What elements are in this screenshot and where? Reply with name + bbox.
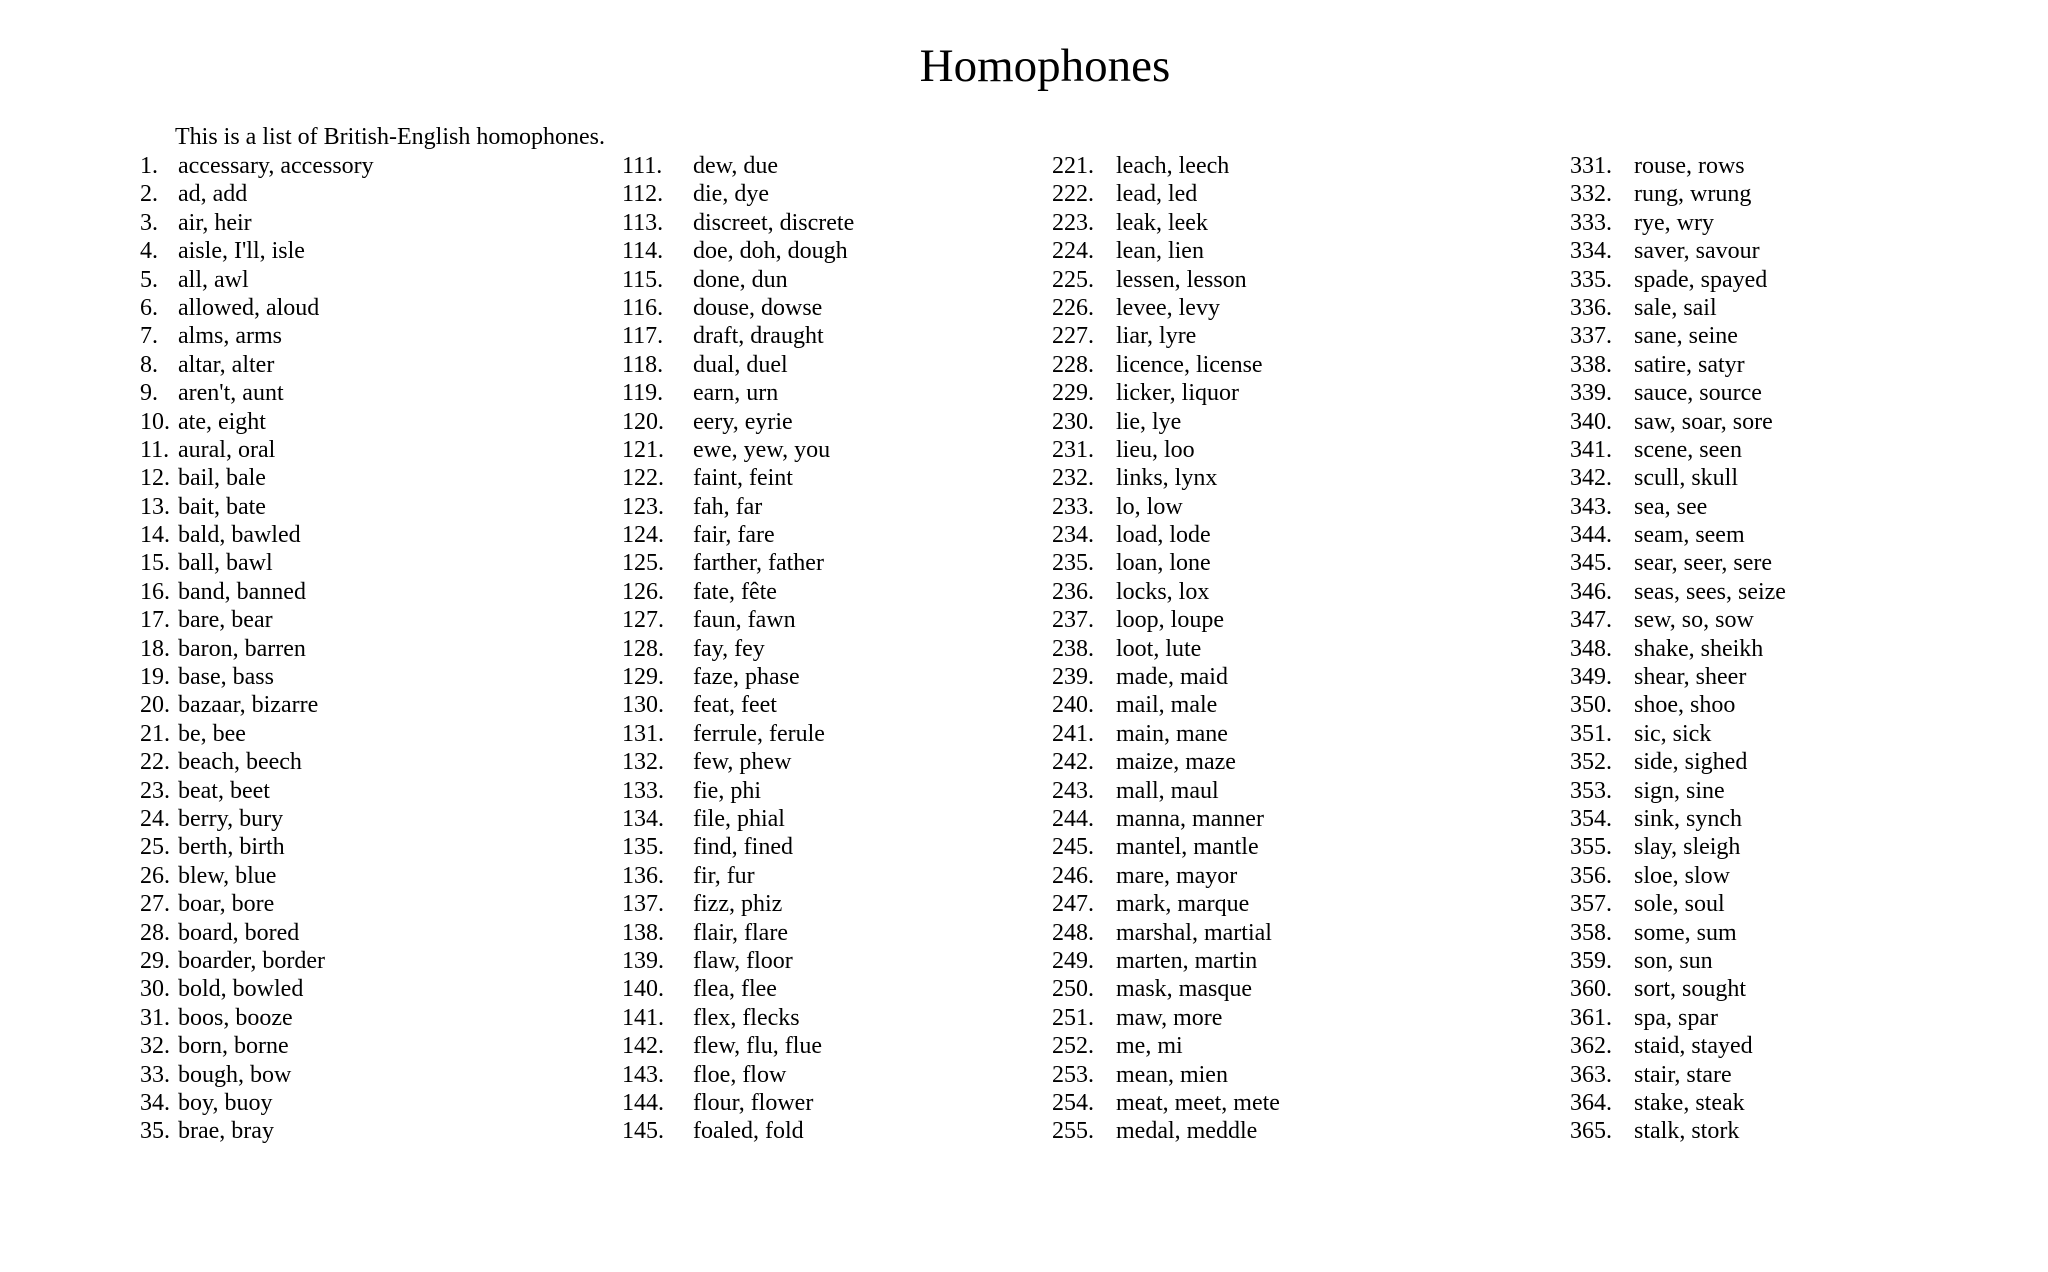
- entry-number: 246.: [1052, 862, 1094, 889]
- entry-words: find, fined: [693, 834, 793, 861]
- entry-number: 111.: [622, 153, 663, 179]
- entry-number: 229.: [1052, 380, 1094, 407]
- entry-number: 20.: [140, 692, 170, 719]
- entry-words: board, bored: [178, 919, 300, 946]
- entry-words: meat, meet, mete: [1116, 1089, 1280, 1116]
- entry-number: 7.: [140, 323, 158, 350]
- entry-words: locks, lox: [1116, 578, 1210, 605]
- entry-number: 230.: [1052, 408, 1094, 435]
- entry-number: 9.: [140, 380, 158, 407]
- entry-number: 365.: [1570, 1118, 1612, 1145]
- entry-number: 335.: [1570, 266, 1612, 293]
- entry-words: lean, lien: [1116, 238, 1204, 265]
- entry-number: 251.: [1052, 1004, 1094, 1031]
- entry-words: fah, far: [693, 493, 763, 520]
- entry-number: 34.: [140, 1089, 170, 1116]
- entry-words: flea, flee: [693, 976, 777, 1003]
- entry-words: stake, steak: [1634, 1089, 1745, 1116]
- entry-words: satire, satyr: [1634, 351, 1745, 378]
- entry-words: aural, oral: [178, 436, 276, 463]
- entry-number: 21.: [140, 720, 170, 747]
- entry-words: sane, seine: [1634, 323, 1738, 350]
- entry-number: 127.: [622, 607, 664, 634]
- entry-words: rye, wry: [1634, 209, 1714, 236]
- entry-words: allowed, aloud: [178, 294, 320, 321]
- entry-words: scull, skull: [1634, 465, 1739, 492]
- entry-words: stair, stare: [1634, 1061, 1732, 1088]
- entry-words: spa, spar: [1634, 1004, 1718, 1031]
- entry-words: sic, sick: [1634, 720, 1712, 747]
- entry-words: flair, flare: [693, 919, 788, 946]
- entry-number: 358.: [1570, 919, 1612, 946]
- entry-words: fie, phi: [693, 777, 761, 804]
- entry-number: 232.: [1052, 465, 1094, 492]
- entry-number: 255.: [1052, 1118, 1094, 1145]
- entry-words: sign, sine: [1634, 777, 1725, 804]
- entry-number: 31.: [140, 1004, 170, 1031]
- entry-words: altar, alter: [178, 351, 275, 378]
- entry-number: 347.: [1570, 607, 1612, 634]
- entry-number: 333.: [1570, 209, 1612, 236]
- entry-number: 355.: [1570, 834, 1612, 861]
- entry-number: 252.: [1052, 1033, 1094, 1060]
- entry-words: spade, spayed: [1634, 266, 1768, 293]
- entry-number: 356.: [1570, 862, 1612, 889]
- entry-words: beach, beech: [178, 749, 302, 776]
- entry-words: saw, soar, sore: [1634, 408, 1773, 435]
- entry-number: 6.: [140, 294, 158, 321]
- entry-number: 16.: [140, 578, 170, 605]
- entry-number: 236.: [1052, 578, 1094, 605]
- entry-number: 337.: [1570, 323, 1612, 350]
- entry-number: 344.: [1570, 522, 1612, 549]
- entry-number: 136.: [622, 862, 664, 889]
- entry-number: 338.: [1570, 351, 1612, 378]
- entry-number: 3.: [140, 209, 158, 236]
- entry-words: fay, fey: [693, 635, 765, 662]
- entry-words: mare, mayor: [1116, 862, 1238, 889]
- entry-words: boy, buoy: [178, 1089, 273, 1116]
- entry-words: son, sun: [1634, 947, 1713, 974]
- entry-number: 351.: [1570, 720, 1612, 747]
- entry-number: 350.: [1570, 692, 1612, 719]
- entry-number: 25.: [140, 834, 170, 861]
- entry-words: farther, father: [693, 550, 824, 577]
- entry-words: lead, led: [1116, 181, 1198, 208]
- entry-number: 28.: [140, 919, 170, 946]
- entry-number: 224.: [1052, 238, 1094, 265]
- entry-words: loot, lute: [1116, 635, 1202, 662]
- entry-words: lessen, lesson: [1116, 266, 1247, 293]
- entry-words: lo, low: [1116, 493, 1183, 520]
- entry-number: 128.: [622, 635, 664, 662]
- entry-words: ate, eight: [178, 408, 266, 435]
- entry-number: 349.: [1570, 664, 1612, 691]
- entry-number: 121.: [622, 436, 664, 463]
- entry-words: leach, leech: [1116, 153, 1230, 179]
- entry-words: air, heir: [178, 209, 252, 236]
- entry-number: 332.: [1570, 181, 1612, 208]
- entry-number: 239.: [1052, 664, 1094, 691]
- entry-words: manna, manner: [1116, 805, 1264, 832]
- entry-number: 8.: [140, 351, 158, 378]
- entry-number: 353.: [1570, 777, 1612, 804]
- entry-number: 35.: [140, 1118, 170, 1145]
- entry-words: liar, lyre: [1116, 323, 1197, 350]
- entry-words: mean, mien: [1116, 1061, 1228, 1088]
- entry-words: sole, soul: [1634, 891, 1725, 918]
- entry-words: ewe, yew, you: [693, 436, 831, 463]
- entry-number: 244.: [1052, 805, 1094, 832]
- entry-number: 4.: [140, 238, 158, 265]
- entry-words: boarder, border: [178, 947, 325, 974]
- entry-number: 135.: [622, 834, 664, 861]
- entry-words: berth, birth: [178, 834, 285, 861]
- entry-words: mask, masque: [1116, 976, 1252, 1003]
- entry-number: 228.: [1052, 351, 1094, 378]
- entry-words: douse, dowse: [693, 294, 823, 321]
- entry-number: 248.: [1052, 919, 1094, 946]
- entry-number: 235.: [1052, 550, 1094, 577]
- entry-words: earn, urn: [693, 380, 779, 407]
- entry-number: 361.: [1570, 1004, 1612, 1031]
- entry-number: 32.: [140, 1033, 170, 1060]
- entry-number: 116.: [622, 294, 664, 321]
- entry-words: bait, bate: [178, 493, 266, 520]
- page-title: Homophones: [919, 40, 1171, 92]
- entry-number: 13.: [140, 493, 170, 520]
- entry-words: mall, maul: [1116, 777, 1219, 804]
- entry-number: 144.: [622, 1089, 664, 1116]
- entry-words: seas, sees, seize: [1634, 578, 1786, 605]
- entry-number: 26.: [140, 862, 170, 889]
- entry-words: bazaar, bizarre: [178, 692, 319, 719]
- entry-number: 142.: [622, 1033, 664, 1060]
- entry-words: bail, bale: [178, 465, 266, 492]
- entry-number: 131.: [622, 720, 664, 747]
- entry-number: 240.: [1052, 692, 1094, 719]
- entry-number: 238.: [1052, 635, 1094, 662]
- entry-number: 331.: [1570, 153, 1612, 179]
- entry-number: 245.: [1052, 834, 1094, 861]
- entry-number: 342.: [1570, 465, 1612, 492]
- entry-words: fair, fare: [693, 522, 775, 549]
- entry-number: 133.: [622, 777, 664, 804]
- entry-number: 339.: [1570, 380, 1612, 407]
- entry-number: 123.: [622, 493, 664, 520]
- entry-words: stalk, stork: [1634, 1118, 1740, 1145]
- entry-words: bald, bawled: [178, 522, 301, 549]
- entry-number: 24.: [140, 805, 170, 832]
- entry-number: 225.: [1052, 266, 1094, 293]
- entry-number: 2.: [140, 181, 158, 208]
- entry-words: rouse, rows: [1634, 153, 1745, 179]
- entry-words: faint, feint: [693, 465, 793, 492]
- entry-words: saver, savour: [1634, 238, 1760, 265]
- entry-number: 242.: [1052, 749, 1094, 776]
- entry-words: lie, lye: [1116, 408, 1182, 435]
- entry-words: feat, feet: [693, 692, 777, 719]
- entry-words: aren't, aunt: [178, 380, 284, 407]
- entry-number: 360.: [1570, 976, 1612, 1003]
- entry-number: 364.: [1570, 1089, 1612, 1116]
- entry-words: foaled, fold: [693, 1118, 804, 1145]
- entry-number: 19.: [140, 664, 170, 691]
- entry-number: 124.: [622, 522, 664, 549]
- entry-number: 243.: [1052, 777, 1094, 804]
- entry-words: boar, bore: [178, 891, 275, 918]
- entry-number: 247.: [1052, 891, 1094, 918]
- entry-words: floe, flow: [693, 1061, 787, 1088]
- entry-number: 253.: [1052, 1061, 1094, 1088]
- entry-number: 118.: [622, 351, 664, 378]
- entry-number: 336.: [1570, 294, 1612, 321]
- entry-words: brae, bray: [178, 1118, 274, 1145]
- entry-number: 120.: [622, 408, 664, 435]
- entry-words: rung, wrung: [1634, 181, 1752, 208]
- entry-words: slay, sleigh: [1634, 834, 1741, 861]
- entry-words: seam, seem: [1634, 522, 1745, 549]
- entry-number: 352.: [1570, 749, 1612, 776]
- entry-number: 137.: [622, 891, 664, 918]
- entry-number: 14.: [140, 522, 170, 549]
- entry-number: 29.: [140, 947, 170, 974]
- entry-number: 362.: [1570, 1033, 1612, 1060]
- entry-number: 221.: [1052, 153, 1094, 179]
- entry-words: done, dun: [693, 266, 788, 293]
- entry-words: sauce, source: [1634, 380, 1762, 407]
- entry-number: 30.: [140, 976, 170, 1003]
- entry-number: 1.: [140, 153, 158, 179]
- entry-words: flour, flower: [693, 1089, 814, 1116]
- entry-words: ad, add: [178, 181, 248, 208]
- entry-words: mail, male: [1116, 692, 1218, 719]
- entry-number: 33.: [140, 1061, 170, 1088]
- entry-words: berry, bury: [178, 805, 284, 832]
- entry-words: born, borne: [178, 1033, 289, 1060]
- entry-words: die, dye: [693, 181, 769, 208]
- entry-words: eery, eyrie: [693, 408, 793, 435]
- entry-words: faze, phase: [693, 664, 800, 691]
- entry-number: 249.: [1052, 947, 1094, 974]
- entry-words: few, phew: [693, 749, 792, 776]
- entry-number: 18.: [140, 635, 170, 662]
- entry-words: band, banned: [178, 578, 306, 605]
- entry-words: side, sighed: [1634, 749, 1748, 776]
- entry-words: load, lode: [1116, 522, 1211, 549]
- entry-number: 27.: [140, 891, 170, 918]
- entry-words: marten, martin: [1116, 947, 1258, 974]
- entry-words: sear, seer, sere: [1634, 550, 1772, 577]
- entry-number: 114.: [622, 238, 664, 265]
- entry-words: accessary, accessory: [178, 153, 374, 179]
- entry-number: 117.: [622, 323, 664, 350]
- entry-words: links, lynx: [1116, 465, 1218, 492]
- entry-number: 357.: [1570, 891, 1612, 918]
- entry-number: 254.: [1052, 1089, 1094, 1116]
- entry-number: 143.: [622, 1061, 664, 1088]
- entry-words: blew, blue: [178, 862, 277, 889]
- entry-words: sloe, slow: [1634, 862, 1730, 889]
- entry-words: sale, sail: [1634, 294, 1717, 321]
- entry-number: 12.: [140, 465, 170, 492]
- entry-words: maize, maze: [1116, 749, 1236, 776]
- entry-words: maw, more: [1116, 1004, 1223, 1031]
- entry-words: scene, seen: [1634, 436, 1742, 463]
- entry-words: lieu, loo: [1116, 436, 1195, 463]
- entry-number: 132.: [622, 749, 664, 776]
- entry-words: staid, stayed: [1634, 1033, 1753, 1060]
- entry-number: 17.: [140, 607, 170, 634]
- entry-number: 10.: [140, 408, 170, 435]
- entry-words: medal, meddle: [1116, 1118, 1258, 1145]
- entry-words: shear, sheer: [1634, 664, 1747, 691]
- entry-words: shake, sheikh: [1634, 635, 1764, 662]
- entry-number: 227.: [1052, 323, 1094, 350]
- entry-number: 112.: [622, 181, 664, 208]
- entry-number: 237.: [1052, 607, 1094, 634]
- entry-number: 115.: [622, 266, 664, 293]
- entry-words: flaw, floor: [693, 947, 793, 974]
- entry-number: 231.: [1052, 436, 1094, 463]
- entry-words: aisle, I'll, isle: [178, 238, 305, 265]
- entry-number: 5.: [140, 266, 158, 293]
- entry-number: 125.: [622, 550, 664, 577]
- entry-number: 15.: [140, 550, 170, 577]
- entry-number: 145.: [622, 1118, 664, 1145]
- entry-words: sew, so, sow: [1634, 607, 1754, 634]
- entry-words: discreet, discrete: [693, 209, 855, 236]
- entry-number: 130.: [622, 692, 664, 719]
- entry-words: file, phial: [693, 805, 785, 832]
- entry-words: mark, marque: [1116, 891, 1250, 918]
- entry-number: 359.: [1570, 947, 1612, 974]
- entry-words: base, bass: [178, 664, 274, 691]
- entry-words: fizz, phiz: [693, 891, 783, 918]
- entry-number: 341.: [1570, 436, 1612, 463]
- entry-number: 22.: [140, 749, 170, 776]
- entry-words: alms, arms: [178, 323, 282, 350]
- entry-words: boos, booze: [178, 1004, 293, 1031]
- entry-number: 346.: [1570, 578, 1612, 605]
- entry-words: all, awl: [178, 266, 249, 293]
- entry-words: licence, license: [1116, 351, 1263, 378]
- entry-number: 340.: [1570, 408, 1612, 435]
- entry-words: dual, duel: [693, 351, 788, 378]
- entry-words: sink, synch: [1634, 805, 1742, 832]
- entry-words: faun, fawn: [693, 607, 796, 634]
- entry-words: levee, levy: [1116, 294, 1220, 321]
- entry-number: 113.: [622, 209, 664, 236]
- entry-words: bough, bow: [178, 1061, 292, 1088]
- intro-text: This is a list of British-English homophones.: [175, 124, 605, 150]
- entry-number: 343.: [1570, 493, 1612, 520]
- entry-number: 345.: [1570, 550, 1612, 577]
- entry-number: 354.: [1570, 805, 1612, 832]
- entry-words: ferrule, ferule: [693, 720, 825, 747]
- entry-words: leak, leek: [1116, 209, 1208, 236]
- entry-number: 222.: [1052, 181, 1094, 208]
- entry-words: draft, draught: [693, 323, 824, 350]
- entry-words: loan, lone: [1116, 550, 1211, 577]
- entry-words: fir, fur: [693, 862, 755, 889]
- entry-number: 363.: [1570, 1061, 1612, 1088]
- entry-number: 226.: [1052, 294, 1094, 321]
- entry-number: 126.: [622, 578, 664, 605]
- entry-number: 234.: [1052, 522, 1094, 549]
- entry-words: sea, see: [1634, 493, 1708, 520]
- entry-number: 233.: [1052, 493, 1094, 520]
- entry-words: marshal, martial: [1116, 919, 1272, 946]
- entry-number: 241.: [1052, 720, 1094, 747]
- entry-number: 11.: [140, 436, 170, 463]
- entry-words: baron, barren: [178, 635, 306, 662]
- entry-number: 134.: [622, 805, 664, 832]
- entry-words: some, sum: [1634, 919, 1737, 946]
- entry-words: flew, flu, flue: [693, 1033, 823, 1060]
- entry-number: 139.: [622, 947, 664, 974]
- entry-words: mantel, mantle: [1116, 834, 1259, 861]
- entry-words: sort, sought: [1634, 976, 1747, 1003]
- entry-words: dew, due: [693, 153, 779, 179]
- entry-number: 119.: [622, 380, 664, 407]
- entry-words: bare, bear: [178, 607, 273, 634]
- entry-number: 138.: [622, 919, 664, 946]
- entry-words: me, mi: [1116, 1033, 1183, 1060]
- entry-number: 140.: [622, 976, 664, 1003]
- entry-words: bold, bowled: [178, 976, 304, 1003]
- entry-number: 23.: [140, 777, 170, 804]
- entry-words: shoe, shoo: [1634, 692, 1736, 719]
- entry-number: 122.: [622, 465, 664, 492]
- entry-words: loop, loupe: [1116, 607, 1224, 634]
- entry-number: 250.: [1052, 976, 1094, 1003]
- entry-words: beat, beet: [178, 777, 270, 804]
- entry-number: 348.: [1570, 635, 1612, 662]
- entry-words: be, bee: [178, 720, 246, 747]
- entry-words: made, maid: [1116, 664, 1228, 691]
- entry-words: licker, liquor: [1116, 380, 1239, 407]
- entry-words: fate, fête: [693, 578, 777, 605]
- entry-number: 223.: [1052, 209, 1094, 236]
- entry-words: ball, bawl: [178, 550, 273, 577]
- entry-words: doe, doh, dough: [693, 238, 848, 265]
- entry-number: 334.: [1570, 238, 1612, 265]
- entry-words: main, mane: [1116, 720, 1228, 747]
- entry-words: flex, flecks: [693, 1004, 800, 1031]
- entry-number: 141.: [622, 1004, 664, 1031]
- entry-number: 129.: [622, 664, 664, 691]
